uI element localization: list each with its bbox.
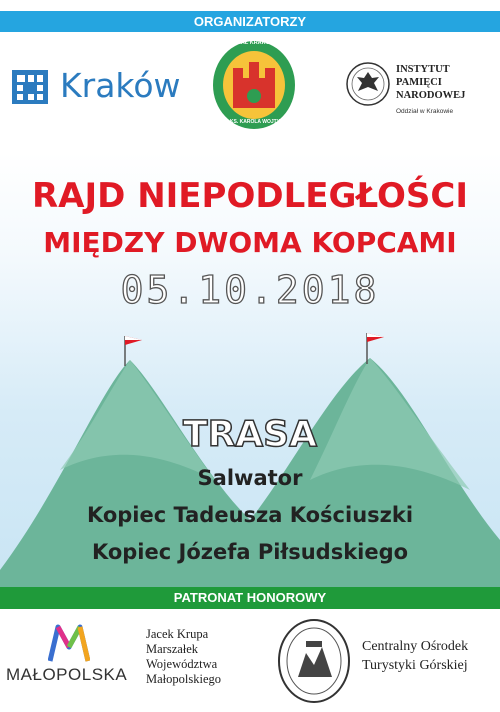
patronage-band: PATRONAT HONOROWY — [0, 587, 500, 609]
pttk-emblem-icon — [211, 40, 297, 130]
cotg-stamp-icon — [276, 617, 352, 705]
route-stop-2: Kopiec Tadeusza Kościuszki — [86, 503, 414, 527]
event-date: 05.10.2018 — [120, 268, 380, 312]
ipn-subtitle: Oddział w Krakowie — [396, 108, 454, 115]
event-title-line-2: MIĘDZY DWOMA KOPCAMI — [43, 226, 457, 259]
marshal-line-3: Województwa — [146, 657, 218, 671]
eagle-emblem-icon — [345, 60, 391, 108]
route-stop-3: Kopiec Józefa Piłsudskiego — [91, 540, 409, 564]
krakow-logo-text: Kraków — [60, 66, 181, 105]
pttk-bottom-text: IM. KS. KAROLA WOJTYŁY — [221, 119, 287, 125]
event-title-line-1: RAJD NIEPODLEGŁOŚCI — [32, 176, 468, 216]
malopolska-name: MAŁOPOLSKA — [6, 665, 128, 684]
ipn-line-1: INSTYTUT — [396, 64, 450, 75]
cotg-text — [362, 637, 468, 675]
cotg-line-1: Centralny Ośrodek — [362, 639, 469, 654]
ipn-line-2: PAMIĘCI — [396, 77, 442, 88]
marshal-line-4: Małopolskiego — [146, 672, 221, 686]
marshal-text — [146, 627, 221, 687]
marshal-line-1: Jacek Krupa — [146, 627, 209, 641]
pttk-top-text: ODDZIAŁ KRAKOWSKI — [223, 40, 285, 46]
route-stop-1: Salwator — [197, 466, 303, 490]
ipn-name — [396, 63, 465, 102]
krakow-logo-icon — [12, 70, 48, 104]
ipn-line-3: NARODOWEJ — [396, 90, 466, 101]
organizers-band: ORGANIZATORZY — [0, 11, 500, 32]
cotg-line-2: Turystyki Górskiej — [362, 658, 468, 673]
malopolska-logo-icon — [48, 623, 90, 663]
marshal-line-2: Marszałek — [146, 642, 199, 656]
route-label: TRASA — [183, 414, 317, 455]
